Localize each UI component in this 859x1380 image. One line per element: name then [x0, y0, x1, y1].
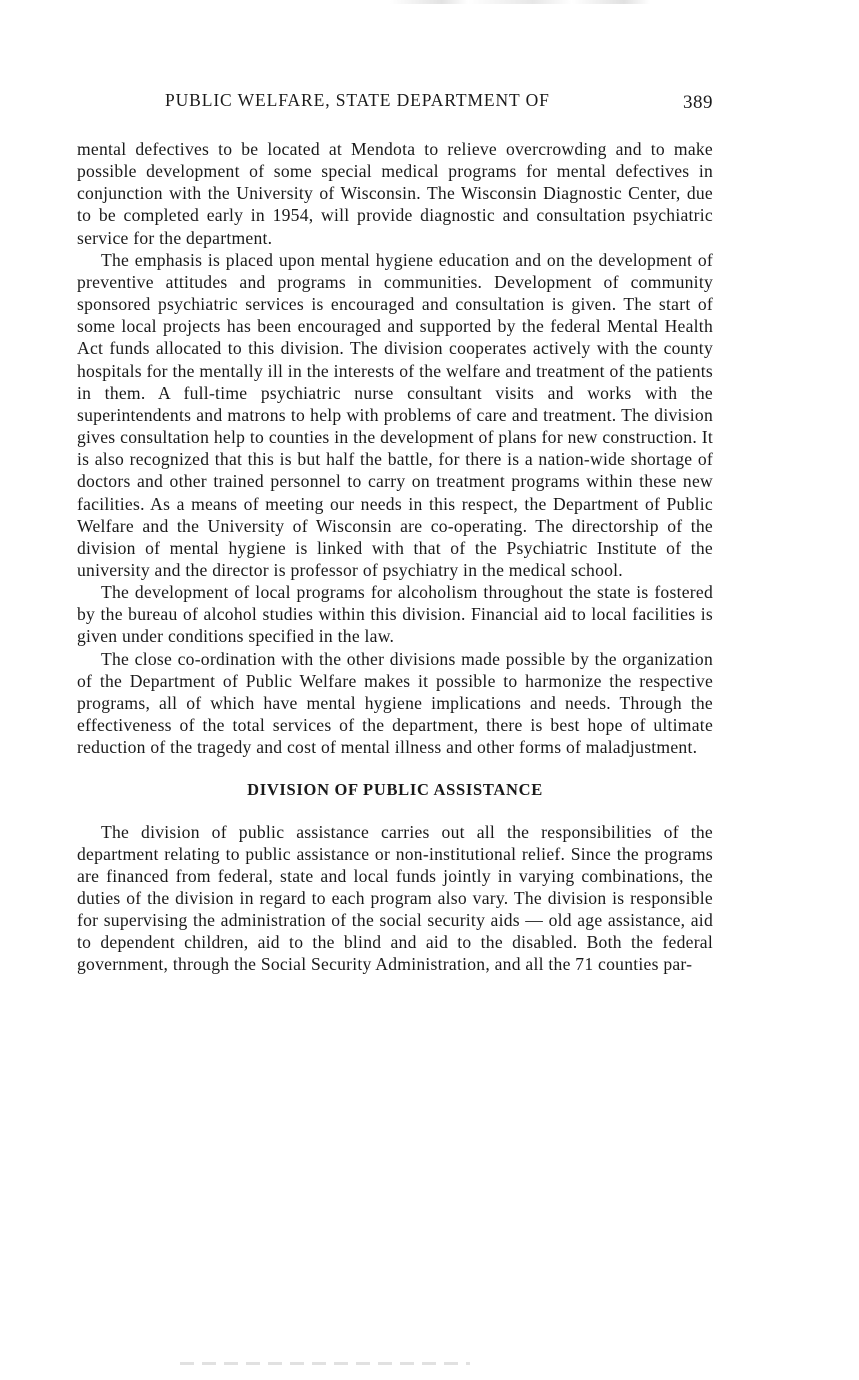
section-heading: DIVISION OF PUBLIC ASSISTANCE	[247, 780, 543, 800]
paragraph: The emphasis is placed upon mental hygiene education and on the development of preventive attitudes and programs in communities. Development of community sponsored psychiatric services is encouraged and consultation is given. The start of some local projects has been encouraged and supported by the federal Mental Health Act funds allocated to this division. The division cooperates actively with the county hospitals for the mentally ill in the interests of the welfare and treatment of the patients in them. A full-time psychiatric nurse consultant visits and works with the superintendents and matrons to help with problems of care and treatment. The division gives consultation help to counties in the development of plans for new construction. It is also recognized that this is but half the battle, for there is a nation-wide shortage of doctors and other trained personnel to carry on treatment programs within these new facilities. As a means of meeting our needs in this respect, the Department of Public Welfare and the University of Wisconsin are co-operating. The directorship of the division of mental hygiene is linked with that of the Psychiatric Institute of the university and the director is professor of psychiatry in the medical school.	[77, 249, 713, 580]
paragraph: mental defectives to be located at Mendota to relieve overcrowding and to make possible development of some special medical programs for mental defectives in conjunction with the University of Wisconsin. The Wisconsin Diagnostic Center, due to be completed early in 1954, will provide diagnostic and consultation psychiatric service for the department.	[77, 139, 713, 248]
running-header	[165, 90, 713, 116]
paragraph: The close co-ordination with the other divisions made possible by the organization of the Department of Public Welfare makes it possible to harmonize the respective programs, all of which have mental hygiene implications and needs. Through the effectiveness of the total services of the department, there is best hope of ultimate reduction of the tragedy and cost of mental illness and other forms of maladjustment.	[77, 648, 713, 758]
scan-artifact-top	[390, 0, 650, 4]
paragraph: The division of public assistance carries out all the responsibilities of the department relating to public assistance or non-institutional relief. Since the programs are financed from federal, state and local funds jointly in varying combinations, the duties of the division in regard to each program also vary. The division is responsible for supervising the administration of the social security aids — old age assistance, aid to dependent children, aid to the blind and aid to the disabled. Both the federal government, through the Social Security Administration, and all the 71 counties par-	[77, 821, 713, 975]
running-title: PUBLIC WELFARE, STATE DEPARTMENT OF	[165, 90, 550, 110]
body-text	[77, 138, 713, 976]
paragraph: The development of local programs for alcoholism throughout the state is fostered by the bureau of alcohol studies within this division. Financial aid to local facilities is given under conditions specified in the law.	[77, 582, 713, 647]
scan-artifact-bottom	[180, 1362, 470, 1365]
page-number: 389	[683, 92, 713, 113]
